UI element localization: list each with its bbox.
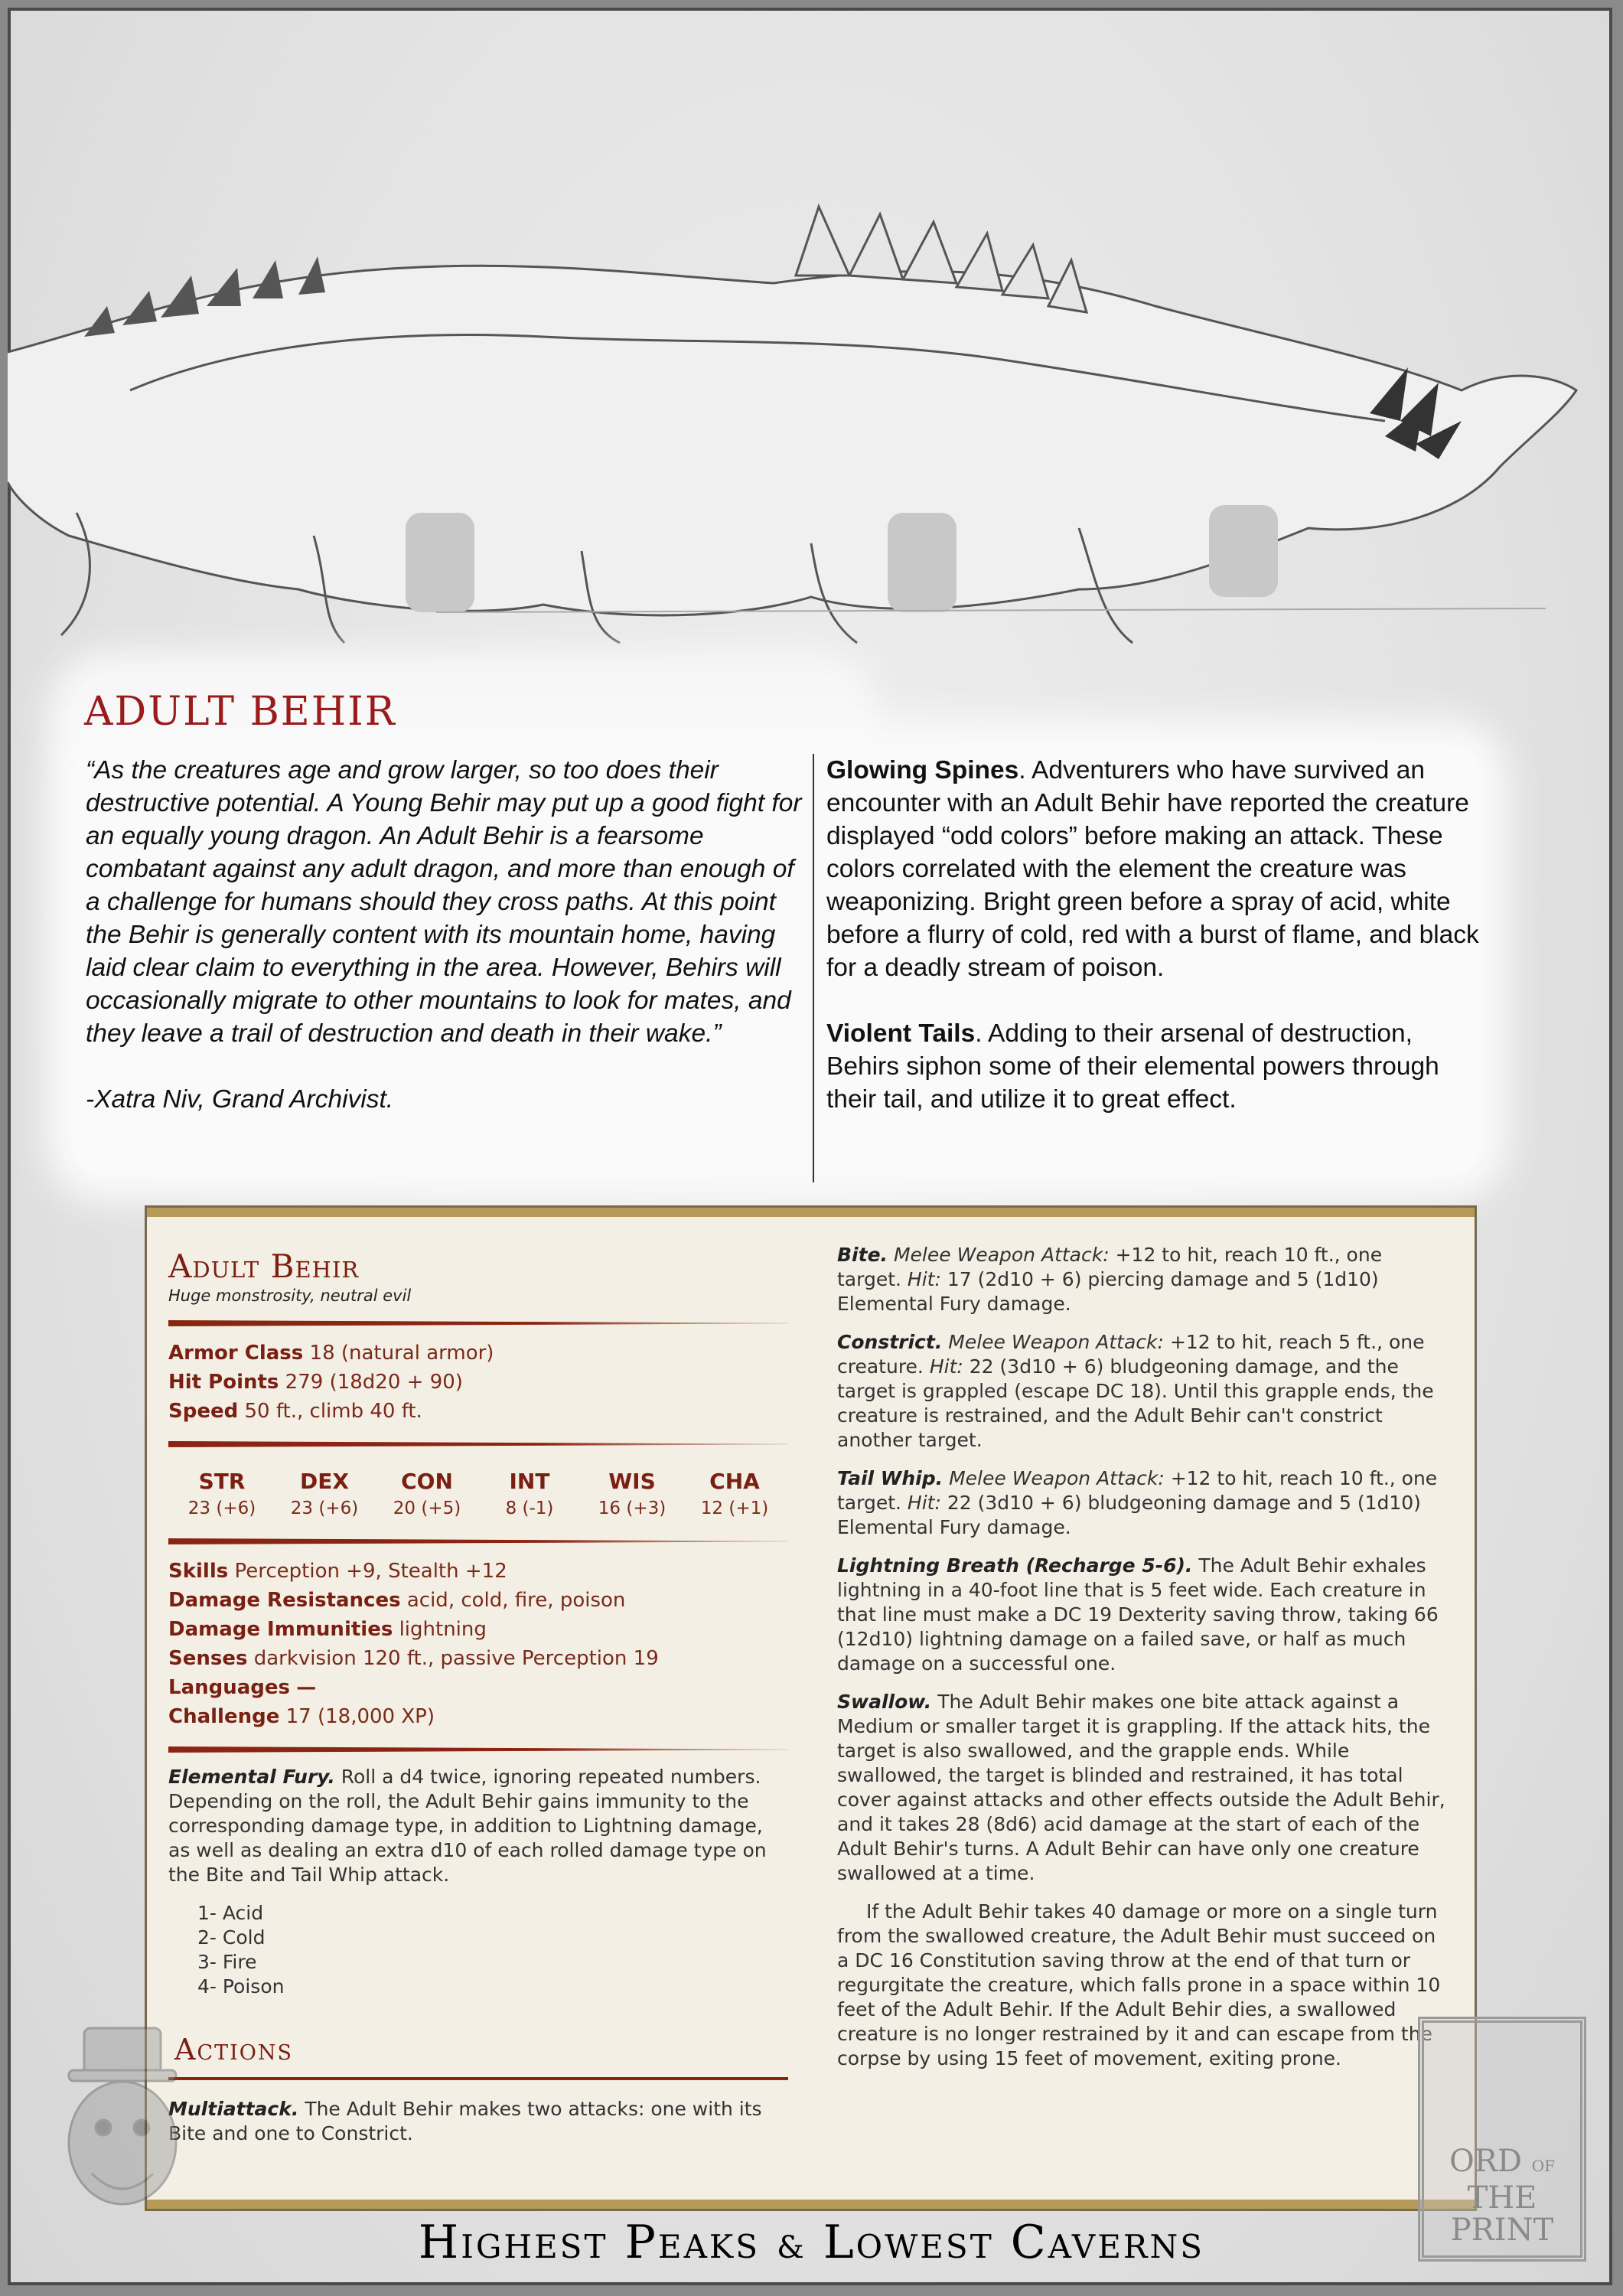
challenge: Challenge 17 (18,000 XP) [168,1705,435,1728]
trait-elemental-fury: Elemental Fury. Roll a d4 twice, ignoring repeated numbers. Depending on the roll, the Adult Behir gains immunity to the corresponding damage type, in addition to Lightning damage, as well as dealing an extra d10 of each rolled damage type on the Bite and Tail Whip attack. [168,1766,767,1886]
quote-author: -Xatra Niv, Grand Archivist. [86,1085,394,1114]
monster-type: Huge monstrosity, neutral evil [168,1287,412,1305]
divider [168,1320,788,1326]
logo-text: ORD OF THE PRINT [1449,2144,1555,2248]
ability-dex: DEX 23 (+6) [290,1469,359,1518]
senses: Senses darkvision 120 ft., passive Perception 19 [168,1647,659,1670]
monster-name: Adult Behir [168,1247,360,1285]
ability-wis: WIS 16 (+3) [598,1469,666,1518]
list-item: 2- Cold [197,1926,266,1949]
ability-cha: CHA 12 (+1) [700,1469,769,1518]
damage-resistances: Damage Resistances acid, cold, fire, poison [168,1589,626,1612]
list-item: 4- Poison [197,1975,285,1998]
damage-immunities: Damage Immunities lightning [168,1618,487,1641]
feature-violent-tails [826,1017,1484,1116]
elemental-fury-list [168,1901,788,1999]
feature-text: . Adventurers who have survived an encounter with an Adult Behir have reported the creature displayed “odd colors” before making an attack. These colors correlated with the element the creature was weaponizing. Bright green before a spray of acid, white before a flurry of cold, red with a burst of flame, and black for a deadly stream of poison. [826,756,1479,982]
feature-glowing-spines [826,754,1484,984]
divider [168,1746,788,1753]
speed: Speed 50 ft., climb 40 ft. [168,1400,422,1423]
stat-block-right-column [837,1243,1449,2085]
behir-illustration [8,191,1607,658]
divider [168,1441,788,1447]
stat-block-left-column [168,1240,788,2160]
ability-scores [168,1459,788,1523]
armor-class: Armor Class 18 (natural armor) [168,1342,494,1365]
lore-quote [86,754,813,1116]
languages: Languages — [168,1676,317,1699]
feature-name: Violent Tails [826,1019,976,1048]
mascot-emblem-icon [61,2020,184,2242]
column-divider [813,754,814,1182]
quote-text: “As the creatures age and grow larger, so too does their destructive potential. A Young Behir may put up a good fight for an equally young dragon. An Adult Behir is a fearsome combatant against any adult dragon, and more than enough of a challenge for humans should they cross paths. At this point the Behir is generally content with its mountain home, having laid clear claim to everything in the area. However, Behirs will occasionally migrate to other mountains to look for mates, and they leave a trail of destruction and death in their wake.” [86,756,802,1048]
action-swallow-continued: If the Adult Behir takes 40 damage or more on a single turn from the swallowed creature, the Adult Behir must succeed on a DC 16 Constitution saving throw at the end of that turn or regurgitate the creature, which falls prone in a space within 10 feet of the Adult Behir. If the Adult Behir dies, a swallowed creature is no longer restrained by it and can escape from the corpse by using 15 feet of movement, exiting prone. [837,1900,1441,2069]
footer-title: Highest Peaks & Lowest Caverns [418,2216,1205,2269]
skills: Skills Perception +9, Stealth +12 [168,1560,507,1583]
list-item: 1- Acid [197,1902,264,1924]
list-item: 3- Fire [197,1951,257,1973]
divider [168,1538,788,1544]
action-multiattack: Multiattack. The Adult Behir makes two attacks: one with its Bite and one to Constrict. [168,2098,762,2144]
action-constrict: Constrict. Melee Weapon Attack: +12 to hit, reach 5 ft., one creature. Hit: 22 (3d10 + 6) bludgeoning damage, and the target is grappled (escape DC 18). Until this grapple ends, the creature is restrained, and the Adult Behir can't constrict another target. [837,1331,1434,1451]
hit-points: Hit Points 279 (18d20 + 90) [168,1371,463,1394]
ability-con: CON 20 (+5) [393,1469,461,1518]
lore-features [826,754,1484,1149]
actions-rule [168,2077,788,2080]
ability-str: STR 23 (+6) [187,1469,256,1518]
ability-int: INT 8 (-1) [505,1469,554,1518]
feature-name: Glowing Spines [826,756,1019,784]
feature-text: . Adding to their arsenal of destruction, Behirs siphon some of their elemental powers through their tail, and utilize it to great effect. [826,1019,1439,1114]
action-tail-whip: Tail Whip. Melee Weapon Attack: +12 to hit, reach 10 ft., one target. Hit: 22 (3d10 + 6) bludgeoning damage and 5 (1d10) Elemental Fury damage. [837,1467,1438,1538]
action-lightning-breath: Lightning Breath (Recharge 5-6). The Adult Behir exhales lightning in a 40-foot line that is 5 feet wide. Each creature in that line must make a DC 19 Dexterity saving throw, taking 66 (12d10) lightning damage on a failed save, or half as much damage on a successful one. [837,1554,1439,1675]
page-title: ADULT BEHIR [84,689,396,735]
stat-block [147,1208,1475,2209]
action-swallow: Swallow. The Adult Behir makes one bite attack against a Medium or smaller target it is grappling. If the attack hits, the target is also swallowed, and the grapple ends. While swallowed, the target is blinded and restrained, it has total cover against attacks and other effects outside the Adult Behir, and it takes 28 (8d6) acid damage at the start of each of the Adult Behir's turns. A Adult Behir can have only one creature swallowed at a time. [837,1691,1445,1884]
action-bite: Bite. Melee Weapon Attack: +12 to hit, reach 10 ft., one target. Hit: 17 (2d10 + 6) piercing damage and 5 (1d10) Elemental Fury damage. [837,1244,1383,1315]
actions-heading: Actions [174,2033,294,2066]
